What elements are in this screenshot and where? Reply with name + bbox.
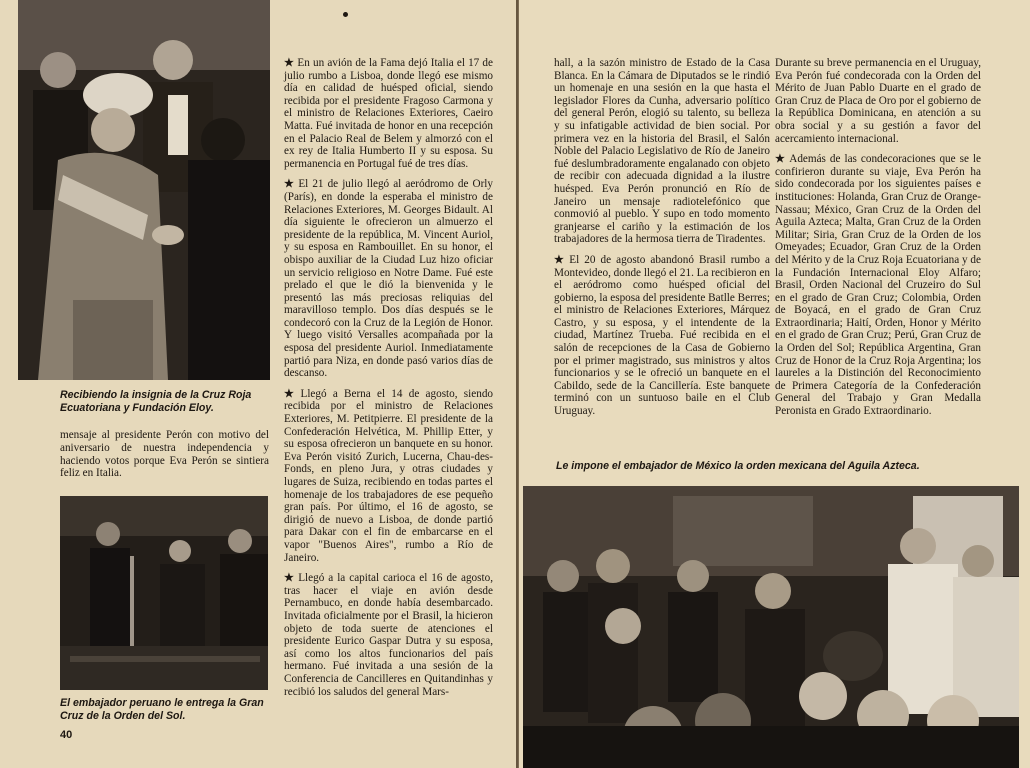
right-text-column-a <box>554 57 770 426</box>
article-paragraph: Durante su breve permanencia en el Uruguay, Eva Perón fué condecorada con la Orden del Mérito de Juan Pablo Duarte en el grado de Gran Cruz de Placa de Oro por el gobierno de la República Dominicana, en atención a su obra social y a su gestión a favor del acercamiento internacional. <box>775 57 981 145</box>
star-bullet-icon: ★ <box>284 178 296 191</box>
article-paragraph: ★ El 21 de julio llegó al aeródromo de Orly (París), en donde la esperaba el ministro de Relaciones Exteriores, M. Georges Bidault. Al día siguiente le ofrecieron un almuerzo el presidente de la república, M. Vincent Auriol, y su esposa en Rambouillet. En su honor, el obispo auxiliar de la Ciudad Luz hizo oficiar un servicio religioso en Notre Dame. Fué este prelado el que le dió la bienvenida y le presentó las más preciosas reliquias del maravilloso templo. Dos días después se le condecoró con la Cruz de la Legión de Honor. Y luego visitó Versalles acompañada por la esposa del presidente Auriol. Inmediatamente partió para Niza, en donde pasó varios días de descanso. <box>284 178 494 380</box>
star-bullet-icon: ★ <box>284 387 298 400</box>
star-bullet-icon: ★ <box>554 253 567 266</box>
star-bullet-icon: ★ <box>284 57 295 69</box>
left-text-column <box>284 57 493 706</box>
star-bullet-icon: ★ <box>775 153 787 166</box>
page-number: 40 <box>60 729 73 741</box>
photo-caption-bottom: El embajador peruano le entrega la Gran Cruz de la Orden del Sol. <box>60 697 264 722</box>
photo-red-cross-insignia <box>18 0 270 380</box>
article-paragraph: ★ Llegó a Berna el 14 de agosto, siendo recibida por el ministro de Relaciones Exteriores, M. Petitpierre. El presidente de la Confederación Helvética, M. Phillip Etter, y su esposa ofrecieron un banquete en su honor. Eva Perón visitó Zurich, Lucerna, Chau-des-Fonds, en pleno Jura, y otras ciudades y lugares de Suiza, recibiendo en todas partes el homenaje de los trabajadores de ese pequeño gran país. Por último, el 16 de agosto, se dirigió de nuevo a Lisboa, de donde partió para Dakar con el fin de embarcarse en el vapor "Buenos Aires", rumbo a Río de Janeiro. <box>284 387 494 564</box>
photo-peru-ambassador <box>60 496 268 690</box>
continuation-paragraph: mensaje al presidente Perón con motivo del aniversario de nuestra independencia y haciendo votos porque Eva Perón se sintiera feliz en Italia. <box>60 429 269 480</box>
photo-mexico-ambassador <box>523 486 1019 768</box>
right-text-column-b <box>775 57 981 426</box>
article-paragraph: ★ El 20 de agosto abandonó Brasil rumbo a Montevideo, donde llegó el 21. La recibieron en el aeródromo como huésped oficial del gobierno, la esposa del presidente Batlle Berres; el ministro de Relaciones Exteriores, Márquez Castro, y su esposa, y el intendente de la ciudad, Martínez Trueba. Fué recibida en el salón de recepciones de la Casa de Gobierno por el primer magistrado, sus ministros y altos funcionarios y se le ofreció un banquete en el Cabildo, sede de la Cancillería. Este banquete terminó con un suntuoso baile en el Club Uruguay. <box>554 253 770 418</box>
ambassador-photo-image <box>60 496 268 690</box>
photo-caption-right: Le impone el embajador de México la orden mexicana del Aguila Azteca. <box>556 460 920 472</box>
article-paragraph: ★ Llegó a la capital carioca el 16 de agosto, tras hacer el viaje en avión desde Pernambuco, en donde había desembarcado. Invitada oficialmente por el Brasil, la hicieron objeto de toda suerte de atenciones el presidente Eurico Gaspar Dutra y su esposa, así como los altos funcionarios del país hermano. Fué invitada a una sesión de la Conferencia de Cancilleres en Quitandinhas y recibió los saludos del general Mars- <box>284 572 493 698</box>
article-paragraph: hall, a la sazón ministro de Estado de la Casa Blanca. En la Cámara de Diputados se le rindió un homenaje en una sesión en la que hasta el legislador Flores da Cunha, adversario político del general Perón, elogió su talento, su belleza y su infatigable actividad de bien social. Por primera vez en la historia del Brasil, el Salón Noble del Palacio Legislativo de Río de Janeiro fué deslumbradoramente engalanado con objeto de recibir con adecuada dignidad a la ilustre huésped. Eva Perón pronunció en Río de Janeiro un mensaje radiotelefónico que conmovió al pueblo. Y supo en todo momento granjearse el cariño y la estimación de los trabajadores de la hermosa tierra de Tiradentes. <box>554 57 770 246</box>
article-paragraph: ★ Además de las condecoraciones que se le confirieron durante su viaje, Eva Perón ha sido condecorada por los siguientes países e instituciones: Holanda, Gran Cruz de Orange-Nassau; México, Gran Cruz de la Orden del Aguila Azteca; Malta, Gran Cruz de la Orden Militar; Siria, Gran Cruz de la Orden de los Omeyades; Ecuador, Gran Cruz de la Orden del Mérito y de la Cruz Roja Ecuatoriana y de la Fundación Internacional Eloy Alfaro; Brasil, Orden Nacional del Cruzeiro do Sul en el grado de Gran Cruz; Colombia, Orden de Boyacá, en el grado de Gran Cruz Extraordinaria; Haití, Orden, Honor y Mérito en el grado de Gran Cruz; Perú, Gran Cruz de la Orden del Sol; República Argentina, Gran Cruz de Honor de la Cruz Roja Argentina; los laureles a la Distinción del Reconocimiento de Primera Categoría de la Confederación General del Trabajo y Gran Medalla Peronista en Grado Extraordinario. <box>775 153 981 418</box>
article-paragraph: ★ En un avión de la Fama dejó Italia el 17 de julio rumbo a Lisboa, donde llegó ese mismo día en calidad de huésped oficial, siendo recibida por el presidente Fragoso Carmona y el ministro de Relaciones Exteriores, Caeiro Matta. Fué invitada de honor en una recepción en el Palacio Real de Belem y almorzó con el ex rey de Italia Humberto II y su esposa. Su permanencia en Portugal fué de tres días. <box>284 57 493 170</box>
star-bullet-icon: ★ <box>284 572 296 585</box>
ceremony-photo-image <box>18 0 270 380</box>
photo-caption-top: Recibiendo la insignia de la Cruz Roja Ecuatoriana y Fundación Eloy. <box>60 389 252 414</box>
right-page <box>519 0 1030 768</box>
aztec-eagle-ceremony-image <box>523 486 1019 768</box>
bullet-dot <box>343 12 348 17</box>
